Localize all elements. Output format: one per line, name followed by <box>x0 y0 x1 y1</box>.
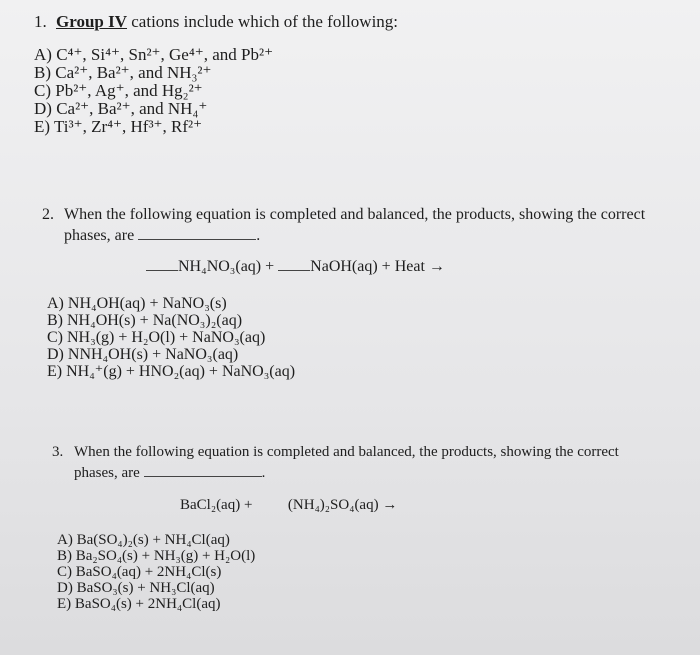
answer-blank[interactable] <box>138 225 256 240</box>
question-3-line2-row <box>52 462 619 483</box>
coefficient-blank-1[interactable] <box>146 258 178 271</box>
reactant-1: NH₄NO₃(aq) + <box>178 258 275 275</box>
option-d[interactable]: D) NNH₄OH(s) + NaNO₃(aq) <box>47 346 239 363</box>
period: . <box>256 227 261 244</box>
question-1-prompt <box>34 12 398 32</box>
option-c[interactable]: C) BaSO₄(aq) + 2NH₄Cl(s) <box>57 564 222 580</box>
question-1 <box>34 12 398 136</box>
answer-blank[interactable] <box>144 462 262 477</box>
option-e[interactable]: E) BaSO₄(s) + 2NH₄Cl(aq) <box>57 596 221 612</box>
question-number: 1. <box>34 12 47 31</box>
equation-3 <box>180 497 619 514</box>
coefficient-blank-2[interactable] <box>278 258 310 271</box>
question-number: 3. <box>52 444 64 460</box>
question-3-line1: When the following equation is completed and balanced, the products, showing the correct <box>74 444 619 460</box>
question-1-text: cations include which of the following: <box>127 12 399 31</box>
period: . <box>261 465 266 481</box>
option-b[interactable]: B) NH₄OH(s) + Na(NO₃)₂(aq) <box>47 312 243 329</box>
question-2-line2: phases, are <box>64 227 135 244</box>
reactant-2: NaOH(aq) + Heat → <box>310 258 445 275</box>
option-a[interactable]: A) C⁴⁺, Si⁴⁺, Sn²⁺, Ge⁴⁺, and Pb²⁺ <box>34 45 274 64</box>
question-2-line1: When the following equation is completed and balanced, the products, showing the correct <box>64 206 646 223</box>
question-3-options <box>57 532 619 612</box>
option-b[interactable]: B) Ba₂SO₄(s) + NH₃(g) + H₂O(l) <box>57 548 256 564</box>
option-b[interactable]: B) Ca²⁺, Ba²⁺, and NH₃²⁺ <box>34 63 212 82</box>
question-2-prompt <box>42 205 645 225</box>
option-e[interactable]: E) Ti³⁺, Zr⁴⁺, Hf³⁺, Rf²⁺ <box>34 117 203 136</box>
question-3-line2: phases, are <box>74 465 140 481</box>
reactant-2: (NH₄)₂SO₄(aq) → <box>287 497 398 513</box>
equation-2 <box>146 258 645 276</box>
question-number: 2. <box>42 206 54 223</box>
question-3 <box>52 442 619 612</box>
question-2-line2-row <box>42 225 645 246</box>
question-2-options <box>47 295 645 380</box>
question-2 <box>42 205 645 380</box>
option-d[interactable]: D) BaSO₃(s) + NH₃Cl(aq) <box>57 580 215 596</box>
option-c[interactable]: C) NH₃(g) + H₂O(l) + NaNO₃(aq) <box>47 329 266 346</box>
question-1-options <box>34 46 398 136</box>
option-d[interactable]: D) Ca²⁺, Ba²⁺, and NH₄⁺ <box>34 99 208 118</box>
option-e[interactable]: E) NH₄⁺(g) + HNO₂(aq) + NaNO₃(aq) <box>47 363 296 380</box>
question-3-prompt <box>52 442 619 462</box>
option-c[interactable]: C) Pb²⁺, Ag⁺, and Hg₂²⁺ <box>34 81 203 100</box>
reactant-1: BaCl₂(aq) + <box>180 497 253 513</box>
option-a[interactable]: A) NH₄OH(aq) + NaNO₃(s) <box>47 295 227 312</box>
option-a[interactable]: A) Ba(SO₄)₂(s) + NH₄Cl(aq) <box>57 532 230 548</box>
group-iv-term: Group IV <box>56 12 128 31</box>
